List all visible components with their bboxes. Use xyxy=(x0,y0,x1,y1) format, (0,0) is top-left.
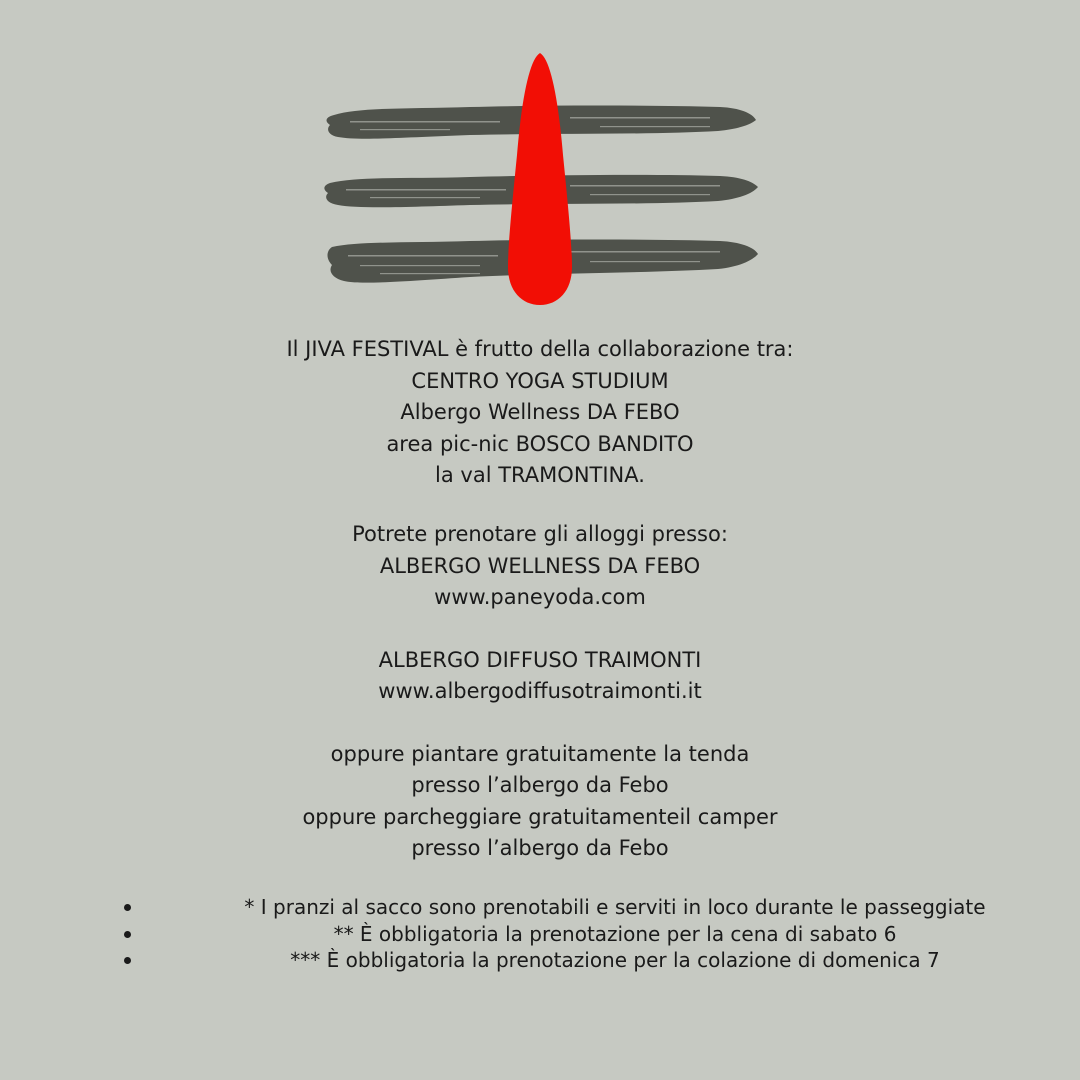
notes-list xyxy=(0,894,1080,974)
tent-option: oppure piantare gratuitamente la tenda xyxy=(330,741,750,766)
spacer xyxy=(0,614,1080,645)
collaboration-section xyxy=(0,334,1080,492)
hotel-website-link[interactable]: www.albergodiffusotraimonti.it xyxy=(378,679,702,703)
camper-option: oppure parcheggiare gratuitamenteil camper xyxy=(302,804,778,829)
booking-heading: Potrete prenotare gli alloggi presso: xyxy=(352,522,728,546)
booking-section xyxy=(0,519,1080,865)
tent-location: presso l’albergo da Febo xyxy=(411,773,669,797)
hotel-website-link[interactable]: www.paneyoda.com xyxy=(434,585,646,609)
tilak-emblem-icon xyxy=(320,45,760,310)
partner-item: Albergo Wellness DA FEBO xyxy=(400,400,680,424)
partner-item: la val TRAMONTINA. xyxy=(435,463,645,487)
spacer xyxy=(0,708,1080,739)
note-text: *** È obbligatoria la prenotazione per la colazione di domenica 7 xyxy=(290,948,940,972)
list-item xyxy=(0,921,1080,948)
partner-item: CENTRO YOGA STUDIUM xyxy=(411,368,669,393)
collaboration-heading: Il JIVA FESTIVAL è frutto della collaborazione tra: xyxy=(286,337,794,361)
hotel-name: ALBERGO WELLNESS DA FEBO xyxy=(379,553,701,578)
note-text: ** È obbligatoria la prenotazione per la cena di sabato 6 xyxy=(333,921,897,946)
hotel-name: ALBERGO DIFFUSO TRAIMONTI xyxy=(378,647,702,672)
partner-item: area pic-nic BOSCO BANDITO xyxy=(386,431,694,456)
note-text: * I pranzi al sacco sono prenotabili e serviti in loco durante le passeggiate xyxy=(244,895,986,919)
red-drop-icon xyxy=(508,53,572,305)
list-item xyxy=(0,894,1080,921)
list-item xyxy=(0,947,1080,974)
camper-location: presso l’albergo da Febo xyxy=(411,836,669,860)
